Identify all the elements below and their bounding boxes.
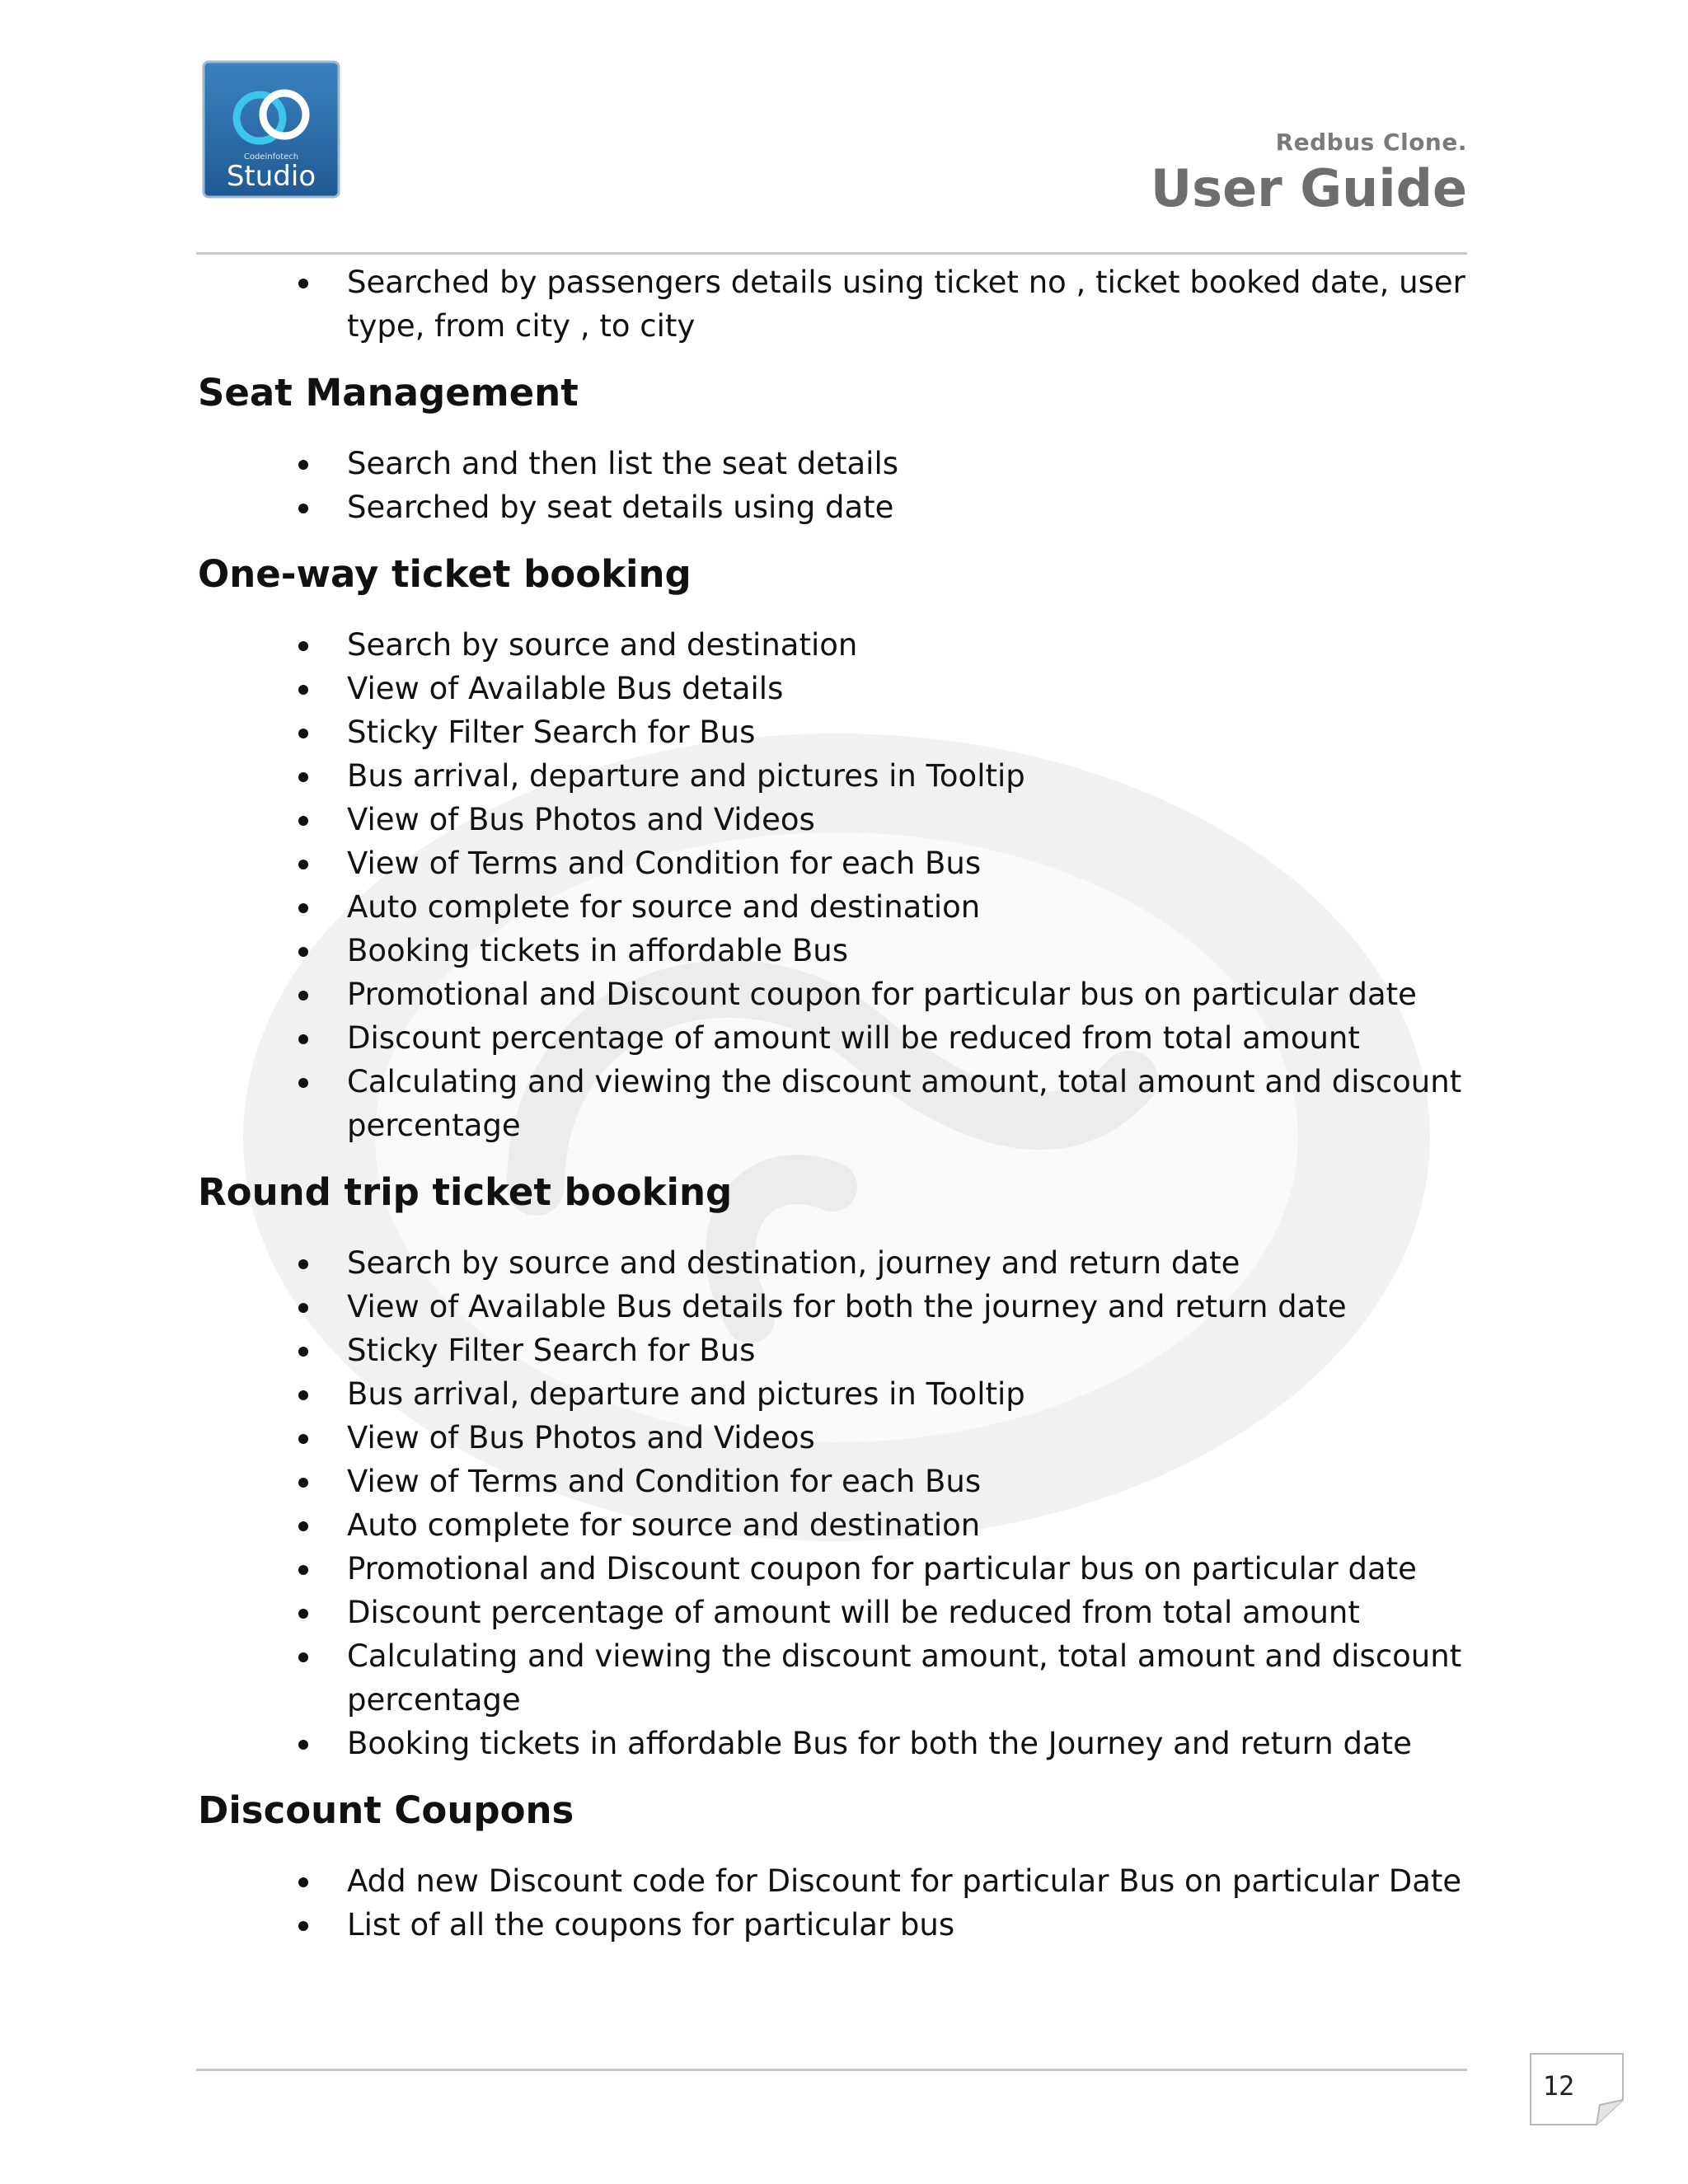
page-number: 12 [1542,2070,1575,2102]
footer-divider [196,2069,1467,2071]
list-item: Search by source and destination, journey and return date [198,1241,1484,1285]
list-item: Promotional and Discount coupon for particular bus on particular date [198,972,1484,1016]
list-item: Booking tickets in affordable Bus [198,929,1484,972]
bullet-list [198,1241,1484,1765]
list-item: Bus arrival, departure and pictures in Tooltip [198,754,1484,798]
list-item: Search by source and destination [198,623,1484,667]
bullet-list [198,1859,1484,1947]
list-item: List of all the coupons for particular bus [198,1903,1484,1947]
bullet-list [198,442,1484,529]
list-item: Sticky Filter Search for Bus [198,1329,1484,1372]
list-item: Calculating and viewing the discount amount, total amount and discount percentage [198,1634,1484,1722]
list-item: Promotional and Discount coupon for particular bus on particular date [198,1547,1484,1591]
list-item: Sticky Filter Search for Bus [198,710,1484,754]
svg-text:Codeinfotech: Codeinfotech [243,152,299,162]
list-item: Auto complete for source and destination [198,1503,1484,1547]
list-item: Searched by seat details using date [198,485,1484,529]
document-title: User Guide [1150,158,1467,218]
header-divider [196,252,1467,255]
list-item: View of Bus Photos and Videos [198,798,1484,841]
document-header [1151,129,1467,217]
list-item: Add new Discount code for Discount for particular Bus on particular Date [198,1859,1484,1903]
list-item: Auto complete for source and destination [198,885,1484,929]
list-item: Search and then list the seat details [198,442,1484,485]
studio-logo-icon [202,60,340,199]
section-heading: One-way ticket booking [198,552,692,596]
svg-text:Studio: Studio [226,160,316,193]
list-item: View of Available Bus details [198,667,1484,710]
section-heading: Seat Management [198,371,579,415]
list-item: View of Terms and Condition for each Bus [198,1460,1484,1503]
intro-bullet-list [198,260,1484,348]
document-body [198,260,1484,1947]
page-number-box [1529,2052,1626,2126]
list-item: Discount percentage of amount will be reduced from total amount [198,1016,1484,1060]
list-item: Searched by passengers details using ticket no , ticket booked date, user type, from city , to city [198,260,1484,348]
section-list [198,348,1484,1947]
list-item: Calculating and viewing the discount amount, total amount and discount percentage [198,1060,1484,1147]
list-item: Bus arrival, departure and pictures in Tooltip [198,1372,1484,1416]
list-item: Booking tickets in affordable Bus for both the Journey and return date [198,1722,1484,1765]
list-item: View of Available Bus details for both the journey and return date [198,1285,1484,1329]
section-heading: Round trip ticket booking [198,1170,733,1214]
bullet-list [198,623,1484,1147]
section-heading: Discount Coupons [198,1788,574,1832]
list-item: Discount percentage of amount will be reduced from total amount [198,1591,1484,1634]
document-subtitle: Redbus Clone. [1275,129,1467,156]
list-item: View of Bus Photos and Videos [198,1416,1484,1460]
list-item: View of Terms and Condition for each Bus [198,841,1484,885]
